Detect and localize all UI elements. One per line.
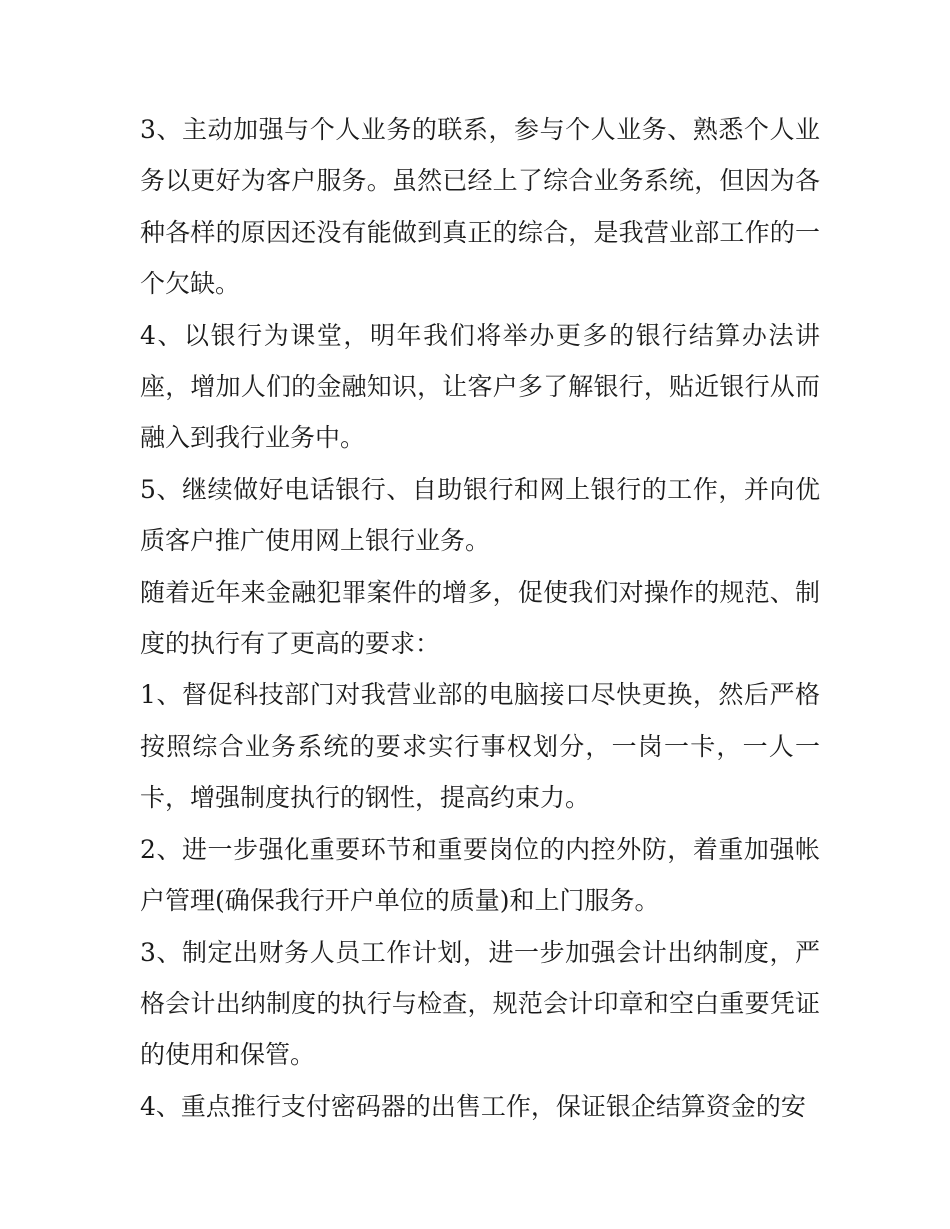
paragraph-accounting-system: 3、制定出财务人员工作计划，进一步加强会计出纳制度，严格会计出纳制度的执行与检查，规范会计印章和空白重要凭证的使用和保管。 [140,937,820,1070]
paragraph-payment-password: 4、重点推行支付密码器的出售工作，保证银企结算资金的安 [140,1091,806,1121]
paragraph-tech-interface: 1、督促科技部门对我营业部的电脑接口尽快更换，然后严格按照综合业务系统的要求实行事权划分，一岗一卡，一人一卡，增强制度执行的钢性，提高约束力。 [140,680,820,813]
paragraph-internal-control: 2、进一步强化重要环节和重要岗位的内控外防，着重加强帐户管理(确保我行开户单位的质量)和上门服务。 [140,834,820,916]
paragraph-bank-classroom: 4、以银行为课堂，明年我们将举办更多的银行结算办法讲座，增加人们的金融知识，让客户多了解银行，贴近银行从而融入到我行业务中。 [140,320,820,453]
paragraph-financial-crime-intro: 随着近年来金融犯罪案件的增多，促使我们对操作的规范、制度的执行有了更高的要求： [140,577,820,659]
document-body [140,104,820,1132]
paragraph-personal-business: 3、主动加强与个人业务的联系，参与个人业务、熟悉个人业务以更好为客户服务。虽然已经上了综合业务系统，但因为各种各样的原因还没有能做到真正的综合，是我营业部工作的一个欠缺。 [140,115,820,299]
paragraph-online-banking: 5、继续做好电话银行、自助银行和网上银行的工作，并向优质客户推广使用网上银行业务。 [140,474,820,556]
